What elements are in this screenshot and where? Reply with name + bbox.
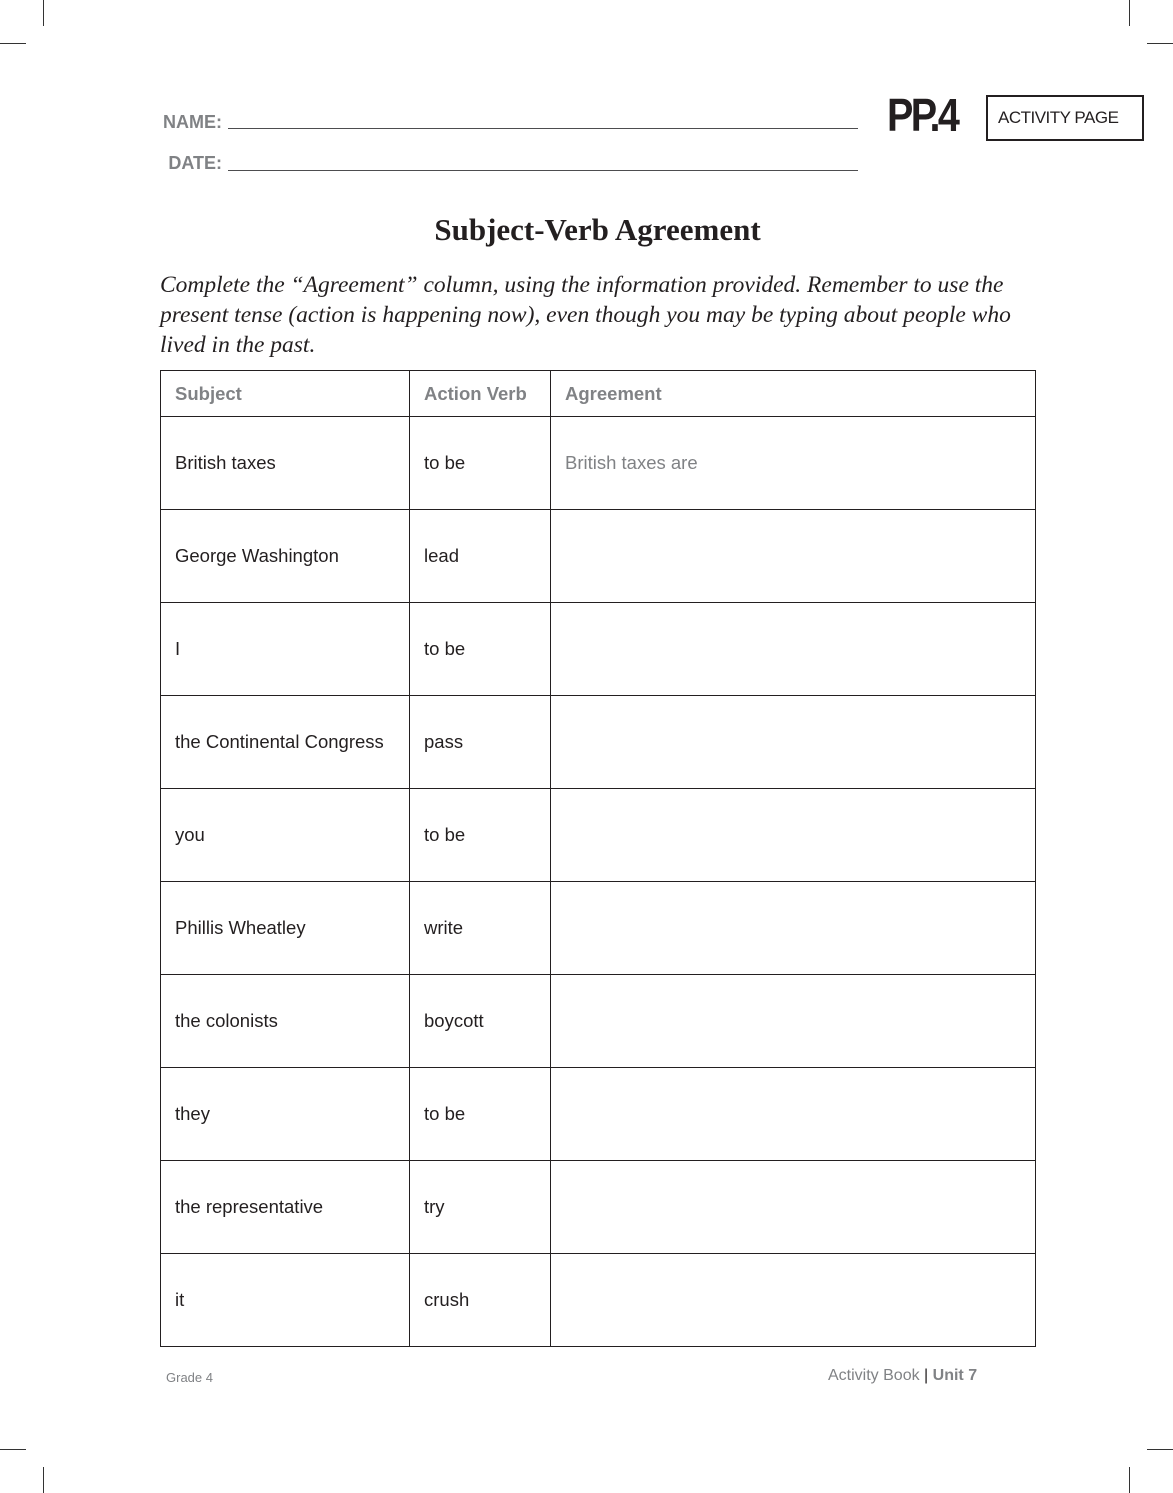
- crop-mark: [0, 43, 26, 44]
- verb-cell: to be: [410, 603, 551, 696]
- footer-grade: Grade 4: [166, 1370, 213, 1385]
- table-row: [161, 975, 1036, 1068]
- subject-cell: it: [161, 1254, 410, 1347]
- subject-cell: I: [161, 603, 410, 696]
- crop-mark: [1129, 0, 1130, 26]
- instructions: Complete the “Agreement” column, using the information provided. Remember to use the present tense (action is happening now), even though you may be typing about people who lived in the past.: [160, 272, 1011, 358]
- subject-cell: British taxes: [161, 417, 410, 510]
- footer-book: Activity Book: [828, 1367, 920, 1384]
- footer-unit: Unit 7: [932, 1367, 978, 1384]
- crop-mark: [43, 0, 44, 26]
- date-label: DATE:: [168, 153, 222, 173]
- agreement-cell[interactable]: [551, 789, 1036, 882]
- table-row: [161, 1161, 1036, 1254]
- footer-book-unit: [828, 1367, 977, 1385]
- verb-cell: to be: [410, 1068, 551, 1161]
- subject-cell: the Continental Congress: [161, 696, 410, 789]
- verb-cell: write: [410, 882, 551, 975]
- agreement-table: [160, 370, 1036, 1347]
- crop-mark: [43, 1467, 44, 1493]
- crop-mark: [1129, 1467, 1130, 1493]
- verb-cell: try: [410, 1161, 551, 1254]
- verb-cell: lead: [410, 510, 551, 603]
- subject-cell: you: [161, 789, 410, 882]
- subject-cell: the representative: [161, 1161, 410, 1254]
- page-title: Subject-Verb Agreement: [434, 212, 761, 247]
- table-header-row: [161, 371, 1036, 417]
- crop-mark: [1147, 1449, 1173, 1450]
- verb-cell: boycott: [410, 975, 551, 1068]
- table-row: [161, 1068, 1036, 1161]
- name-label: NAME:: [163, 112, 222, 132]
- table-row: [161, 696, 1036, 789]
- crop-mark: [0, 1449, 26, 1450]
- verb-cell: to be: [410, 417, 551, 510]
- footer-separator: |: [924, 1367, 929, 1384]
- agreement-cell[interactable]: [551, 1068, 1036, 1161]
- agreement-cell[interactable]: [551, 510, 1036, 603]
- column-header-subject: Subject: [161, 371, 410, 417]
- page-code: PP.4: [887, 89, 958, 141]
- agreement-cell[interactable]: [551, 1161, 1036, 1254]
- agreement-cell[interactable]: [551, 603, 1036, 696]
- table-row: [161, 510, 1036, 603]
- table-row: [161, 1254, 1036, 1347]
- table-row: [161, 789, 1036, 882]
- crop-mark: [1147, 43, 1173, 44]
- agreement-cell[interactable]: British taxes are: [551, 417, 1036, 510]
- table-row: [161, 882, 1036, 975]
- subject-cell: Phillis Wheatley: [161, 882, 410, 975]
- agreement-cell[interactable]: [551, 696, 1036, 789]
- table-row: [161, 603, 1036, 696]
- name-field[interactable]: [228, 128, 858, 129]
- verb-cell: to be: [410, 789, 551, 882]
- agreement-cell[interactable]: [551, 1254, 1036, 1347]
- column-header-agreement: Agreement: [551, 371, 1036, 417]
- activity-page-badge: ACTIVITY PAGE: [986, 95, 1144, 141]
- subject-cell: the colonists: [161, 975, 410, 1068]
- agreement-cell[interactable]: [551, 975, 1036, 1068]
- verb-cell: pass: [410, 696, 551, 789]
- column-header-action-verb: Action Verb: [410, 371, 551, 417]
- verb-cell: crush: [410, 1254, 551, 1347]
- agreement-cell[interactable]: [551, 882, 1036, 975]
- subject-cell: they: [161, 1068, 410, 1161]
- date-field[interactable]: [228, 170, 858, 171]
- table-row: [161, 417, 1036, 510]
- subject-cell: George Washington: [161, 510, 410, 603]
